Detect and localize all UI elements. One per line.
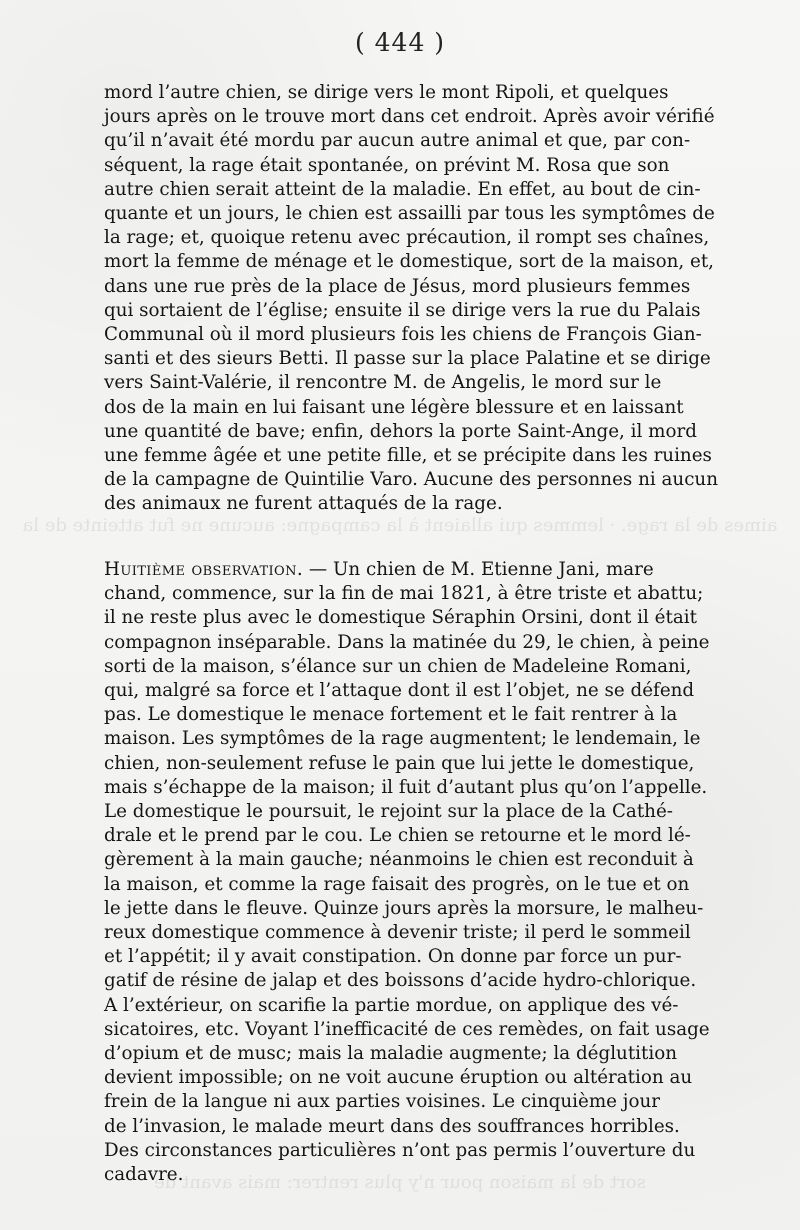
paragraph-2-line: reux domestique commence à devenir triste; il perd le sommeil <box>104 922 691 944</box>
page-number: ( 444 ) <box>354 28 446 57</box>
paragraph-2-line: gèrement à la main gauche; néanmoins le chien est reconduit à <box>104 849 694 871</box>
paragraph-2-line: qui, malgré sa force et l’attaque dont il est l’objet, ne se défend <box>104 680 695 702</box>
paragraph-2-line: il ne reste plus avec le domestique Séraphin Orsini, dont il était <box>104 607 697 629</box>
paragraph-2-line: et l’appétit; il y avait constipation. On donne par force un pur- <box>104 946 682 968</box>
paragraph-2-line: gatif de résine de jalap et des boissons d’acide hydro-chlorique. <box>104 970 697 992</box>
paragraph-2-line: chien, non-seulement refuse le pain que lui jette le domestique, <box>104 752 695 774</box>
observation-heading: Huitième observation. <box>104 559 304 580</box>
paragraph-2-line: sicatoires, etc. Voyant l’inefficacité de ces remèdes, on fait usage <box>104 1018 710 1040</box>
paragraph-2-line: d’opium et de musc; mais la maladie augmente; la déglutition <box>104 1043 677 1065</box>
paragraph-1-line: mord l’autre chien, se dirige vers le mont Ripoli, et quelques <box>104 82 669 103</box>
paragraph-2-line: le jette dans le fleuve. Quinze jours après la morsure, le malheu- <box>104 897 704 919</box>
paragraph-1-line: Communal où il mord plusieurs fois les chiens de François Gian- <box>104 324 702 346</box>
paragraph-2-first-line-rest: — Un chien de M. Etienne Jani, mare <box>303 559 654 580</box>
paragraph-1-line: une femme âgée et une petite fille, et se précipite dans les ruines <box>104 445 712 467</box>
paragraph-1-line: dos de la main en lui faisant une légère blessure et en laissant <box>104 396 684 418</box>
paragraph-1-line: séquent, la rage était spontanée, on prévint M. Rosa que son <box>104 154 670 176</box>
paragraph-1-line: autre chien serait atteint de la maladie. En effet, au bout de cin- <box>104 178 701 200</box>
paragraph-2-line: Des circonstances particulières n’ont pas permis l’ouverture du <box>104 1139 696 1161</box>
paragraph-2-line: Le domestique le poursuit, le rejoint sur la place de la Cathé- <box>104 801 673 823</box>
paragraph-2-line: chand, commence, sur la fin de mai 1821, à être triste et abattu; <box>104 583 704 605</box>
paragraph-2-line: drale et le prend par le cou. Le chien se retourne et le mord lé- <box>104 825 691 847</box>
paragraph-1-line: jours après on le trouve mort dans cet endroit. Après avoir vérifié <box>104 106 715 128</box>
paragraph-1-line: de la campagne de Quintilie Varo. Aucune des personnes ni aucun <box>104 469 718 491</box>
paragraph-1-line: mort la femme de ménage et le domestique, sort de la maison, et, <box>104 251 714 273</box>
paragraph-1-line: vers Saint-Valérie, il rencontre M. de Angelis, le mord sur le <box>104 372 662 394</box>
paragraph-2-line: maison. Les symptômes de la rage augmentent; le lendemain, le <box>104 728 701 750</box>
show-through-text-top: aimes de la rage. · lemmes qui allaient à la campagne: aucune ne fut atteinte de la <box>22 515 778 536</box>
paragraph-2-line: compagnon inséparable. Dans la matinée du 29, le chien, à peine <box>104 631 710 653</box>
paragraph-1-line: qu’il n’avait été mordu par aucun autre animal et que, par con- <box>104 130 691 152</box>
paragraph-1-line: santi et des sieurs Betti. Il passe sur la place Palatine et se dirige <box>104 348 711 370</box>
paragraph-2-line: de l’invasion, le malade meurt dans des souffrances horribles. <box>104 1115 680 1137</box>
paragraph-1-line: qui sortaient de l’église; ensuite il se dirige vers la rue du Palais <box>104 299 701 321</box>
paragraph-2-line: sorti de la maison, s’élance sur un chien de Madeleine Romani, <box>104 655 692 677</box>
paragraph-2-line: A l’extérieur, on scarifie la partie mordue, on applique des vé- <box>104 994 679 1016</box>
paragraph-1 <box>104 81 733 517</box>
paragraph-2-line: cadavre. <box>104 1164 184 1186</box>
paragraph-2-line: mais s’échappe de la maison; il fuit d’autant plus qu’on l’appelle. <box>104 776 708 798</box>
show-through-text-bottom: sort de la maison pour n'y plus rentrer: mais avant de <box>154 1172 646 1193</box>
paragraph-2-line: la maison, et comme la rage faisait des progrès, on le tue et on <box>104 873 690 895</box>
paragraph-2-first-line <box>104 558 733 582</box>
paragraph-1-line: quante et un jours, le chien est assailli par tous les symptômes de <box>104 203 715 225</box>
paragraph-2-line: devient impossible; on ne voit aucune éruption ou altération au <box>104 1067 693 1089</box>
paragraph-1-line: des animaux ne furent attaqués de la rage. <box>104 493 503 515</box>
paragraph-2-line: frein de la langue ni aux parties voisines. Le cinquième jour <box>104 1091 660 1113</box>
paragraph-2-line: pas. Le domestique le menace fortement et le fait rentrer à la <box>104 704 678 726</box>
paragraph-1-line: dans une rue près de la place de Jésus, mord plusieurs femmes <box>104 275 691 297</box>
paragraph-2 <box>104 558 733 1187</box>
paragraph-1-line: la rage; et, quoique retenu avec précaution, il rompt ses chaînes, <box>104 227 710 249</box>
paragraph-1-line: une quantité de bave; enfin, dehors la porte Saint-Ange, il mord <box>104 420 697 442</box>
